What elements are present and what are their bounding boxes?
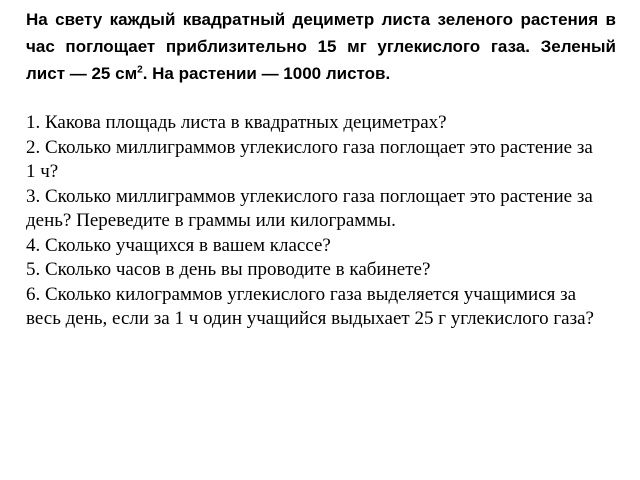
question-item: 6. Сколько килограммов углекислого газа выделяется учащимися за весь день, если за 1 ч один учащийся выдыхает 25 г углекислого газа? xyxy=(26,283,594,329)
problem-statement xyxy=(26,6,616,87)
question-item: 1. Какова площадь листа в квадратных дециметрах? xyxy=(26,112,447,133)
document-page xyxy=(26,6,616,332)
question-item: 4. Сколько учащихся в вашем классе? xyxy=(26,234,331,256)
question-item: 2. Сколько миллиграммов углекислого газа поглощает это растение за 1 ч? xyxy=(26,136,593,182)
problem-statement-text: На свету каждый квадратный дециметр листа зеленого растения в час поглощает приблизительно 15 мг углекислого газа. Зеленый лист — 25 см xyxy=(26,10,616,83)
question-list xyxy=(26,111,606,332)
question-item: 5. Сколько часов в день вы проводите в кабинете? xyxy=(26,259,431,280)
problem-statement-text-end: . На растении — 1000 листов. xyxy=(142,64,391,83)
square-superscript: 2 xyxy=(137,64,143,76)
question-item: 3. Сколько миллиграммов углекислого газа поглощает это растение за день? Переведите в граммы или килограммы. xyxy=(26,185,593,231)
